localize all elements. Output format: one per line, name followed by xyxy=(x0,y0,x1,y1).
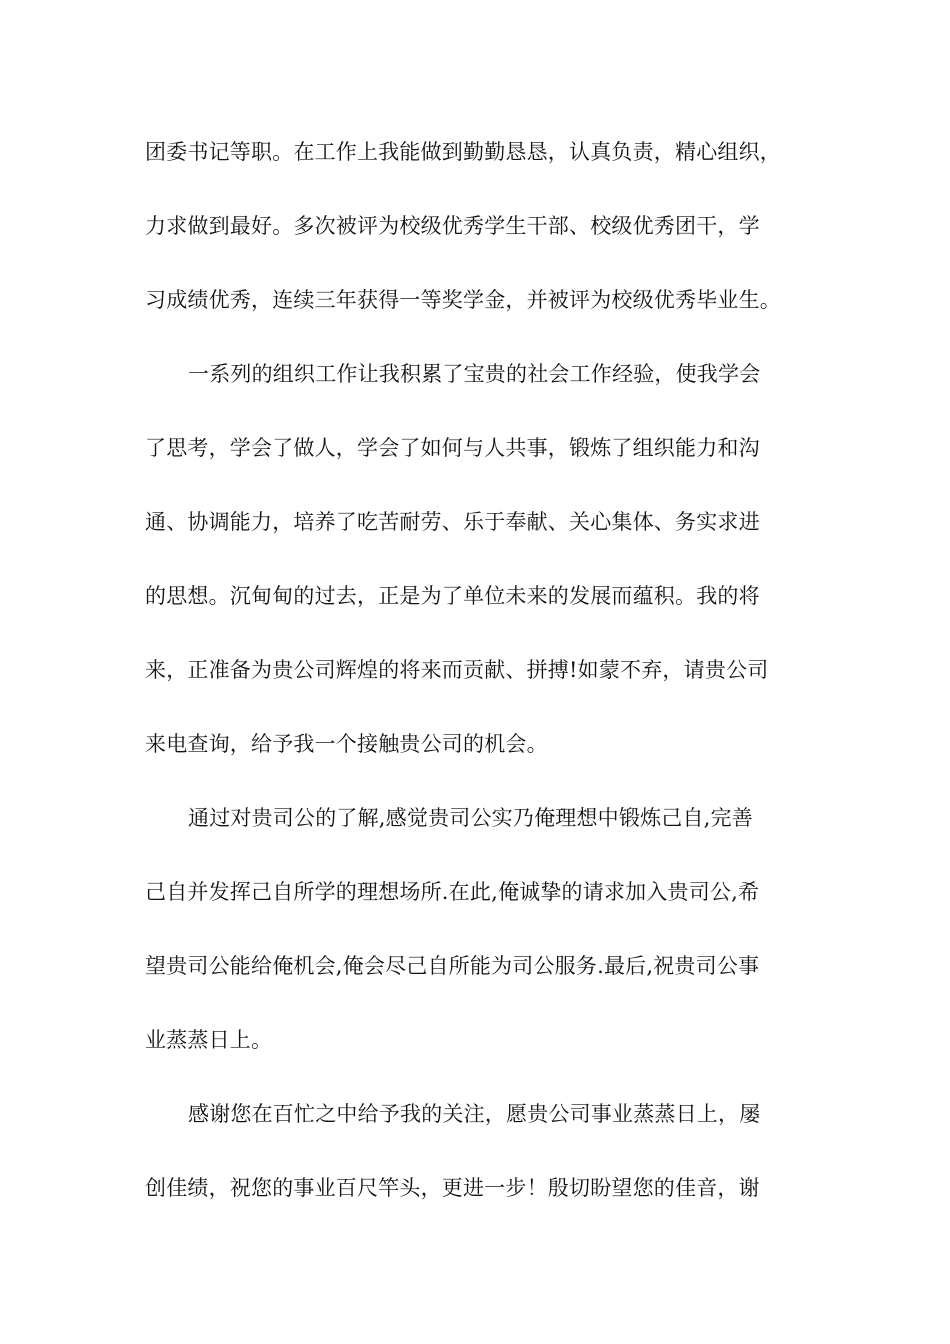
document-body xyxy=(145,126,835,1236)
text-line: 业蒸蒸日上。 xyxy=(145,1028,273,1052)
text-line: 团委书记等职。在工作上我能做到勤勤恳恳，认真负责，精心组织， xyxy=(145,140,781,164)
text-line: 望贵司公能给俺机会,俺会尽己自所能为司公服务.最后,祝贵司公事 xyxy=(145,954,760,978)
text-line: 了思考，学会了做人，学会了如何与人共事，锻炼了组织能力和沟 xyxy=(145,436,760,460)
text-line: 来，正准备为贵公司辉煌的将来而贡献、拼搏!如蒙不弃，请贵公司 xyxy=(145,658,769,682)
text-line: 力求做到最好。多次被评为校级优秀学生干部、校级优秀团干，学 xyxy=(145,214,760,238)
text-line: 己自并发挥己自所学的理想场所.在此,俺诚挚的请求加入贵司公,希 xyxy=(145,880,760,904)
text-line: 通、协调能力，培养了吃苦耐劳、乐于奉献、关心集体、务实求进 xyxy=(145,510,760,534)
paragraph-start-line: 一系列的组织工作让我积累了宝贵的社会工作经验，使我学会 xyxy=(188,362,761,386)
paragraph-start-line: 感谢您在百忙之中给予我的关注，愿贵公司事业蒸蒸日上，屡 xyxy=(188,1102,761,1126)
text-line: 习成绩优秀，连续三年获得一等奖学金，并被评为校级优秀毕业生。 xyxy=(145,288,781,312)
text-line: 创佳绩，祝您的事业百尺竿头，更进一步！殷切盼望您的佳音，谢 xyxy=(145,1176,760,1200)
text-line: 的思想。沉甸甸的过去，正是为了单位未来的发展而蕴积。我的将 xyxy=(145,584,760,608)
text-line: 来电查询，给予我一个接触贵公司的机会。 xyxy=(145,732,548,756)
paragraph-start-line: 通过对贵司公的了解,感觉贵司公实乃俺理想中锻炼己自,完善 xyxy=(188,806,753,830)
